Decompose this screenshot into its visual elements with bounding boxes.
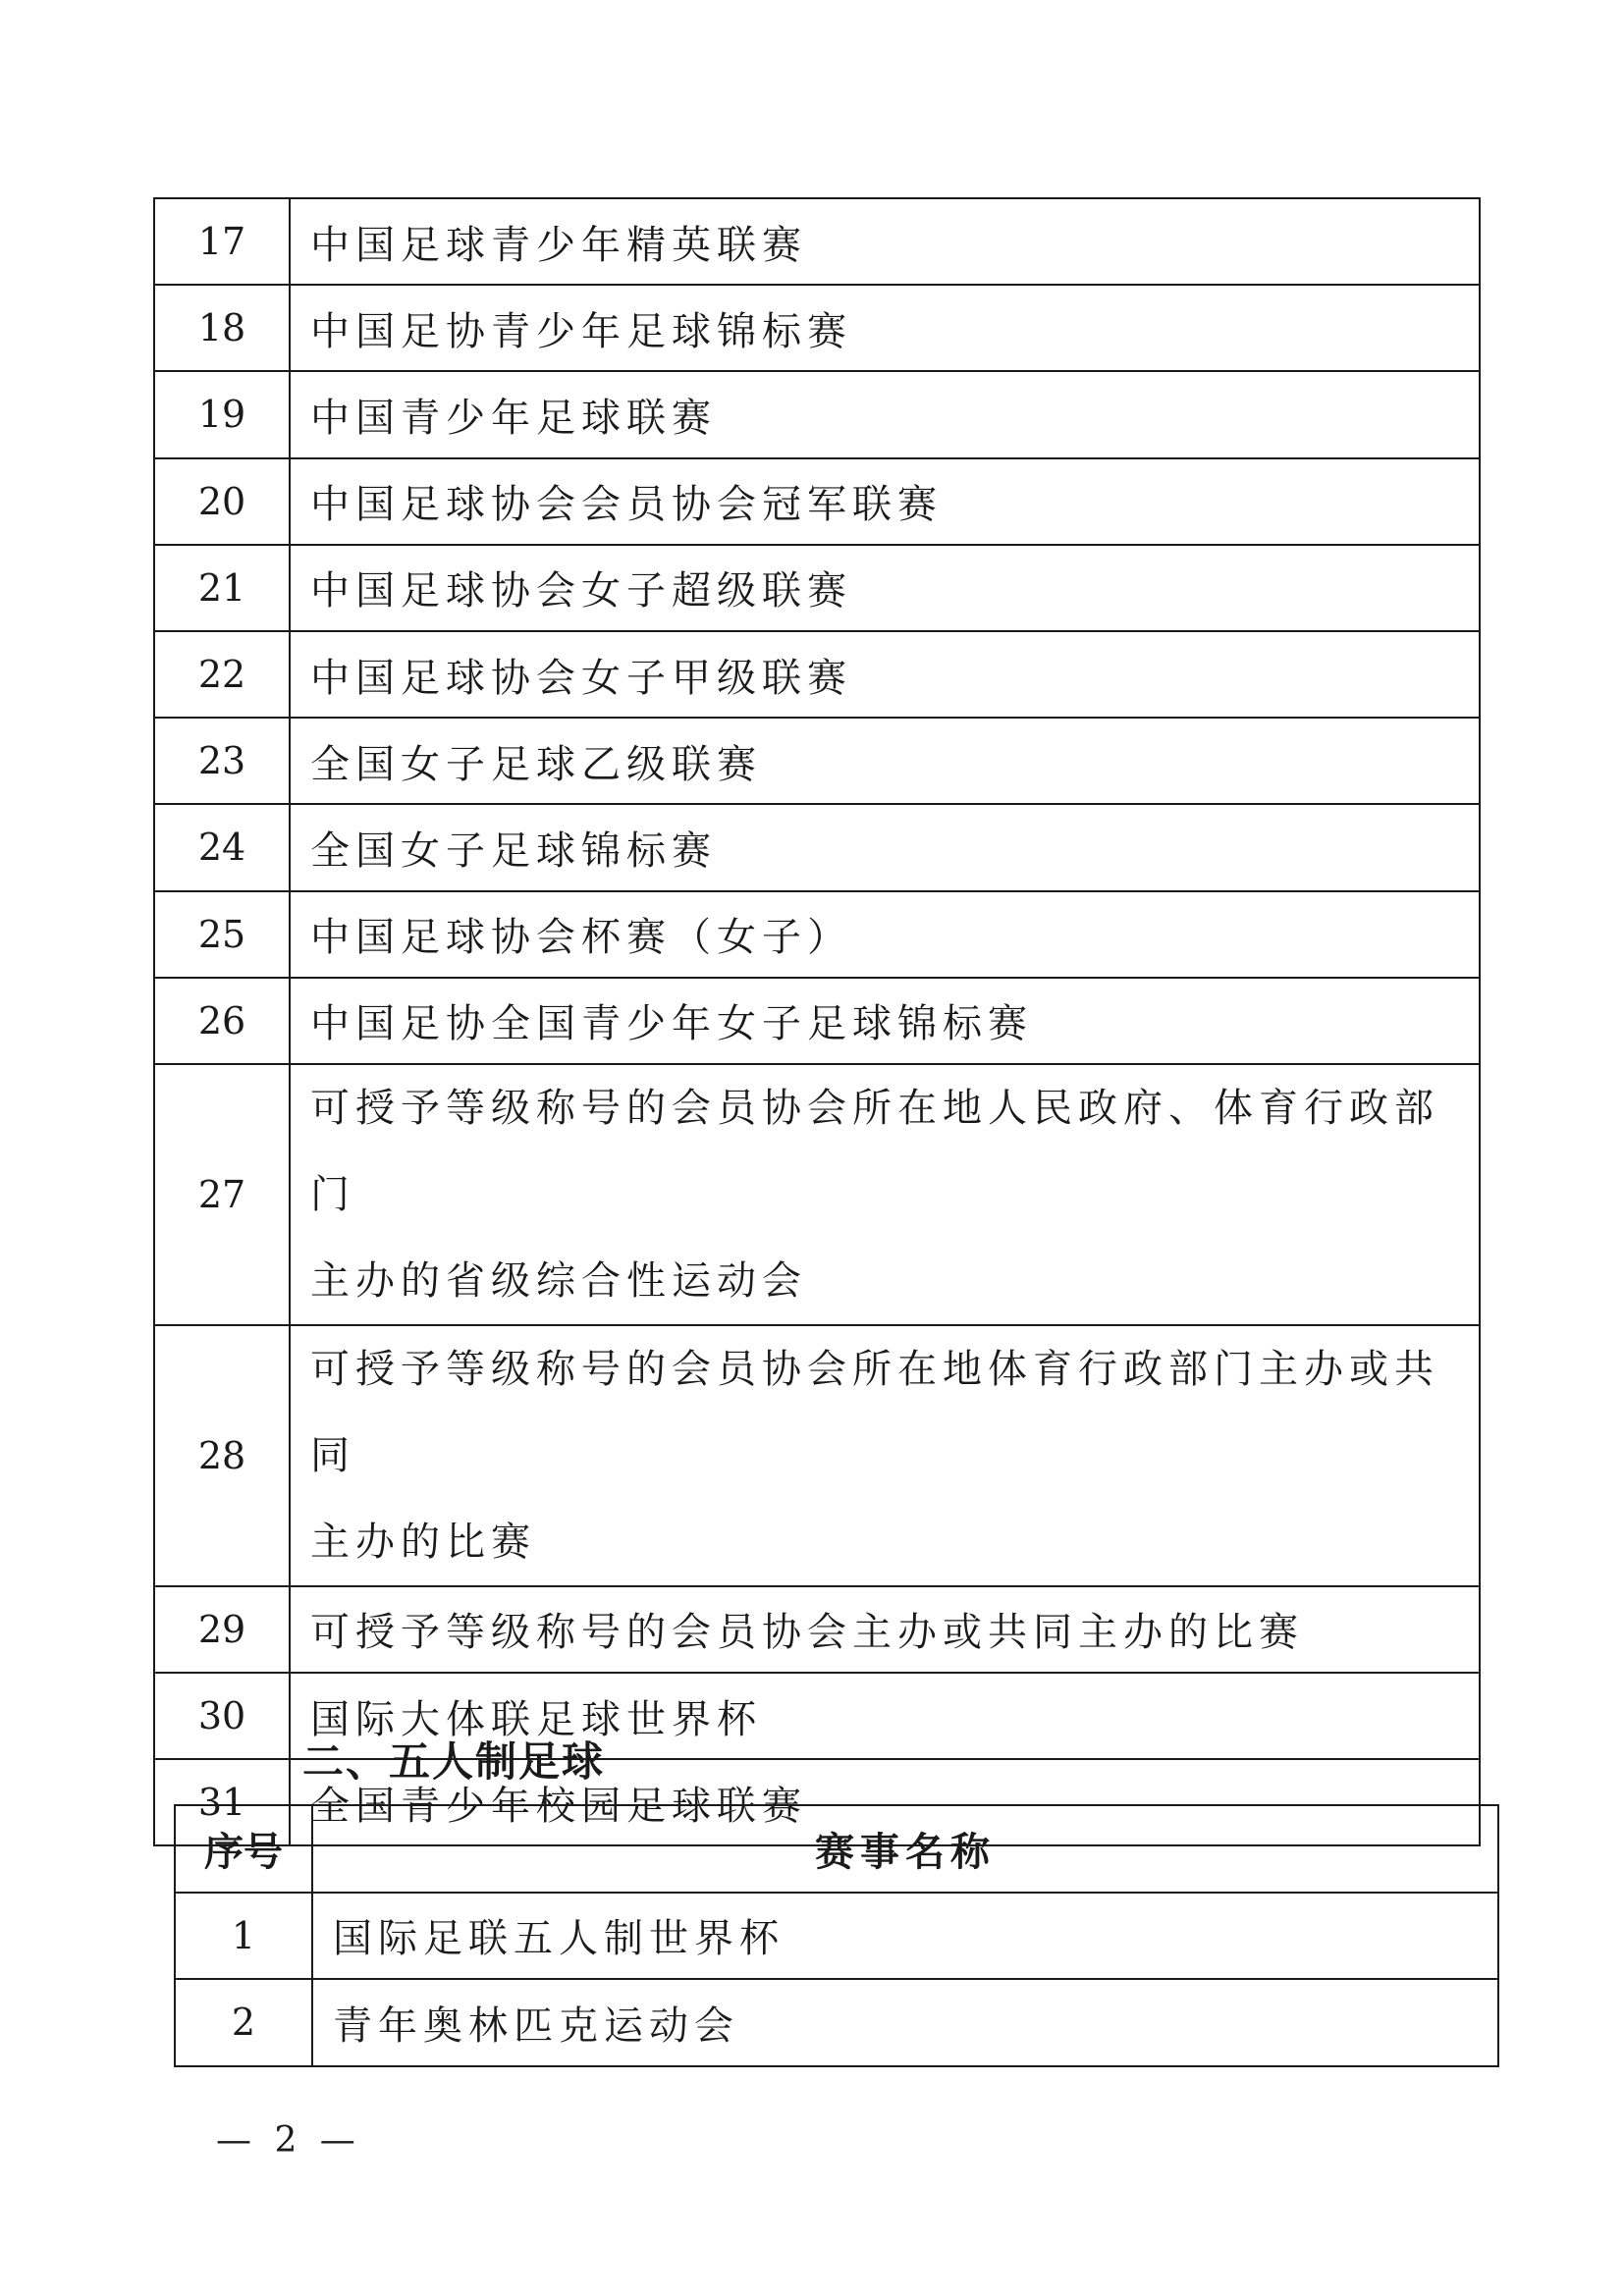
competition-name: 中国青少年足球联赛 — [290, 371, 1480, 457]
row-number: 25 — [154, 891, 290, 978]
competition-name: 全国女子足球锦标赛 — [290, 804, 1480, 890]
table-row — [175, 1893, 1498, 1980]
row-number: 31 — [154, 1759, 290, 1845]
table-row — [154, 804, 1480, 890]
competition-name: 国际足联五人制世界杯 — [312, 1893, 1498, 1980]
table-header-row — [175, 1805, 1498, 1893]
competition-name: 中国足球协会杯赛（女子） — [290, 891, 1480, 978]
row-number: 23 — [154, 718, 290, 804]
section-heading: 二、五人制足球 — [302, 1737, 606, 1786]
row-number: 28 — [154, 1325, 290, 1586]
table-row — [175, 1979, 1498, 2066]
page-number: — 2 — — [216, 2120, 361, 2161]
competition-name — [290, 1064, 1480, 1325]
row-number: 2 — [175, 1979, 312, 2066]
column-header-name: 赛事名称 — [312, 1805, 1498, 1893]
competition-name: 国际大体联足球世界杯 — [290, 1673, 1480, 1759]
competition-name-line: 可授予等级称号的会员协会所在地体育行政部门主办或共同 — [310, 1346, 1439, 1478]
table-row — [154, 1325, 1480, 1586]
table-row — [154, 285, 1480, 371]
row-number: 19 — [154, 371, 290, 457]
competition-table-futsal — [174, 1804, 1499, 2067]
competition-name: 中国足球青少年精英联赛 — [290, 198, 1480, 285]
competition-table-eleven-a-side — [153, 197, 1481, 1846]
competition-name: 中国足球协会会员协会冠军联赛 — [290, 458, 1480, 545]
row-number: 24 — [154, 804, 290, 890]
competition-name: 全国青少年校园足球联赛 — [290, 1759, 1480, 1845]
table-row — [154, 718, 1480, 804]
table-row — [154, 631, 1480, 718]
table-row — [154, 545, 1480, 631]
competition-name: 中国足协全国青少年女子足球锦标赛 — [290, 978, 1480, 1064]
table-row — [154, 978, 1480, 1064]
competition-name-line: 主办的省级综合性运动会 — [310, 1257, 807, 1304]
row-number: 1 — [175, 1893, 312, 1980]
row-number: 18 — [154, 285, 290, 371]
row-number: 20 — [154, 458, 290, 545]
row-number: 30 — [154, 1673, 290, 1759]
competition-name-line: 可授予等级称号的会员协会所在地人民政府、体育行政部门 — [310, 1085, 1439, 1217]
competition-name: 青年奥林匹克运动会 — [312, 1979, 1498, 2066]
row-number: 17 — [154, 198, 290, 285]
competition-name: 可授予等级称号的会员协会主办或共同主办的比赛 — [290, 1586, 1480, 1673]
row-number: 29 — [154, 1586, 290, 1673]
competition-name: 中国足协青少年足球锦标赛 — [290, 285, 1480, 371]
competition-name — [290, 1325, 1480, 1586]
competition-name: 全国女子足球乙级联赛 — [290, 718, 1480, 804]
competition-name: 中国足球协会女子甲级联赛 — [290, 631, 1480, 718]
table-row — [154, 891, 1480, 978]
table-row — [154, 1064, 1480, 1325]
row-number: 27 — [154, 1064, 290, 1325]
table-row — [154, 198, 1480, 285]
table-row — [154, 1586, 1480, 1673]
competition-name-line: 主办的比赛 — [310, 1519, 536, 1565]
row-number: 21 — [154, 545, 290, 631]
row-number: 26 — [154, 978, 290, 1064]
table-row — [154, 371, 1480, 457]
column-header-number: 序号 — [175, 1805, 312, 1893]
competition-name: 中国足球协会女子超级联赛 — [290, 545, 1480, 631]
table-row — [154, 458, 1480, 545]
row-number: 22 — [154, 631, 290, 718]
